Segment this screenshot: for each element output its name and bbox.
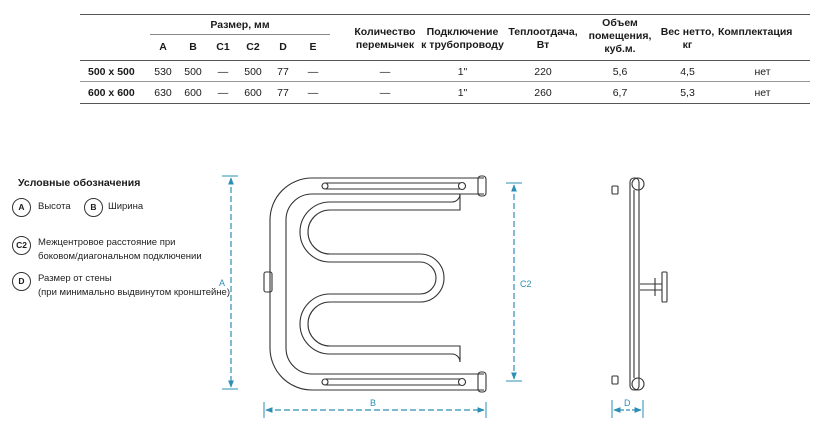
cell-weight: 4,5 xyxy=(680,66,695,78)
size-col-a: A xyxy=(159,41,167,53)
cell-a: 530 xyxy=(154,66,172,78)
cell-b: 600 xyxy=(184,87,202,99)
cell-a: 630 xyxy=(154,87,172,99)
dimension-d-label: D xyxy=(624,398,631,408)
cell-volume: 6,7 xyxy=(612,87,628,99)
size-col-e: E xyxy=(309,41,317,53)
cell-c1: — xyxy=(217,66,229,78)
size-col-d: D xyxy=(279,41,287,53)
cell-c2: 600 xyxy=(244,87,262,99)
size-col-c2: C2 xyxy=(246,41,260,53)
legend-title: Условные обозначения xyxy=(18,177,141,189)
dimension-d xyxy=(612,398,643,418)
cell-connection: 1" xyxy=(457,66,468,78)
header-room-volume: Объем помещения, куб.м. xyxy=(588,17,652,55)
legend-text-width: Ширина xyxy=(108,201,144,212)
cell-jumpers: — xyxy=(379,66,391,78)
legend-badge-b: B xyxy=(84,198,103,217)
dimension-c2 xyxy=(506,183,532,381)
cell-volume: 5,6 xyxy=(612,66,628,78)
header-connection: Подключение к трубопроводу xyxy=(421,26,504,51)
legend-badge-d: D xyxy=(12,272,31,291)
cell-kit: нет xyxy=(754,87,771,99)
cell-weight: 5,3 xyxy=(680,87,695,99)
legend-badge-c2: C2 xyxy=(12,236,31,255)
size-col-c1: C1 xyxy=(216,41,230,53)
header-net-weight: Вес нетто, кг xyxy=(660,26,715,51)
dimension-b xyxy=(264,398,486,418)
header-heat-output: Теплоотдача, Вт xyxy=(508,26,578,51)
dimension-a xyxy=(219,176,238,389)
towel-rail-side-view xyxy=(612,178,667,390)
header-kit: Комплектация xyxy=(718,26,793,38)
legend-text-d: Размер от стены (при минимально выдвинутом кронштейне) xyxy=(38,273,230,298)
cell-jumpers: — xyxy=(379,87,391,99)
row-model: 500 x 500 xyxy=(88,66,135,78)
cell-kit: нет xyxy=(754,66,771,78)
cell-e: — xyxy=(307,87,319,99)
cell-d: 77 xyxy=(277,66,289,78)
cell-c2: 500 xyxy=(244,66,262,78)
towel-rail-front-view xyxy=(264,176,486,392)
cell-d: 77 xyxy=(277,87,289,99)
legend-text-height: Высота xyxy=(38,201,71,212)
cell-heat: 220 xyxy=(534,66,552,78)
cell-heat: 260 xyxy=(534,87,552,99)
row-model: 600 x 600 xyxy=(88,87,135,99)
dimension-c2-label: C2 xyxy=(520,279,532,289)
dimension-b-label: B xyxy=(370,398,377,408)
size-header: Размер, мм xyxy=(210,19,270,31)
cell-c1: — xyxy=(217,87,229,99)
legend-badge-a: A xyxy=(12,198,31,217)
cell-connection: 1" xyxy=(457,87,468,99)
cell-b: 500 xyxy=(184,66,202,78)
legend-text-c2: Межцентровое расстояние при боковом/диагональном подключении xyxy=(38,237,202,262)
header-jumpers: Количество перемычек xyxy=(354,26,416,51)
cell-e: — xyxy=(307,66,319,78)
size-col-b: B xyxy=(189,41,197,53)
dimension-a-label: A xyxy=(219,278,226,288)
